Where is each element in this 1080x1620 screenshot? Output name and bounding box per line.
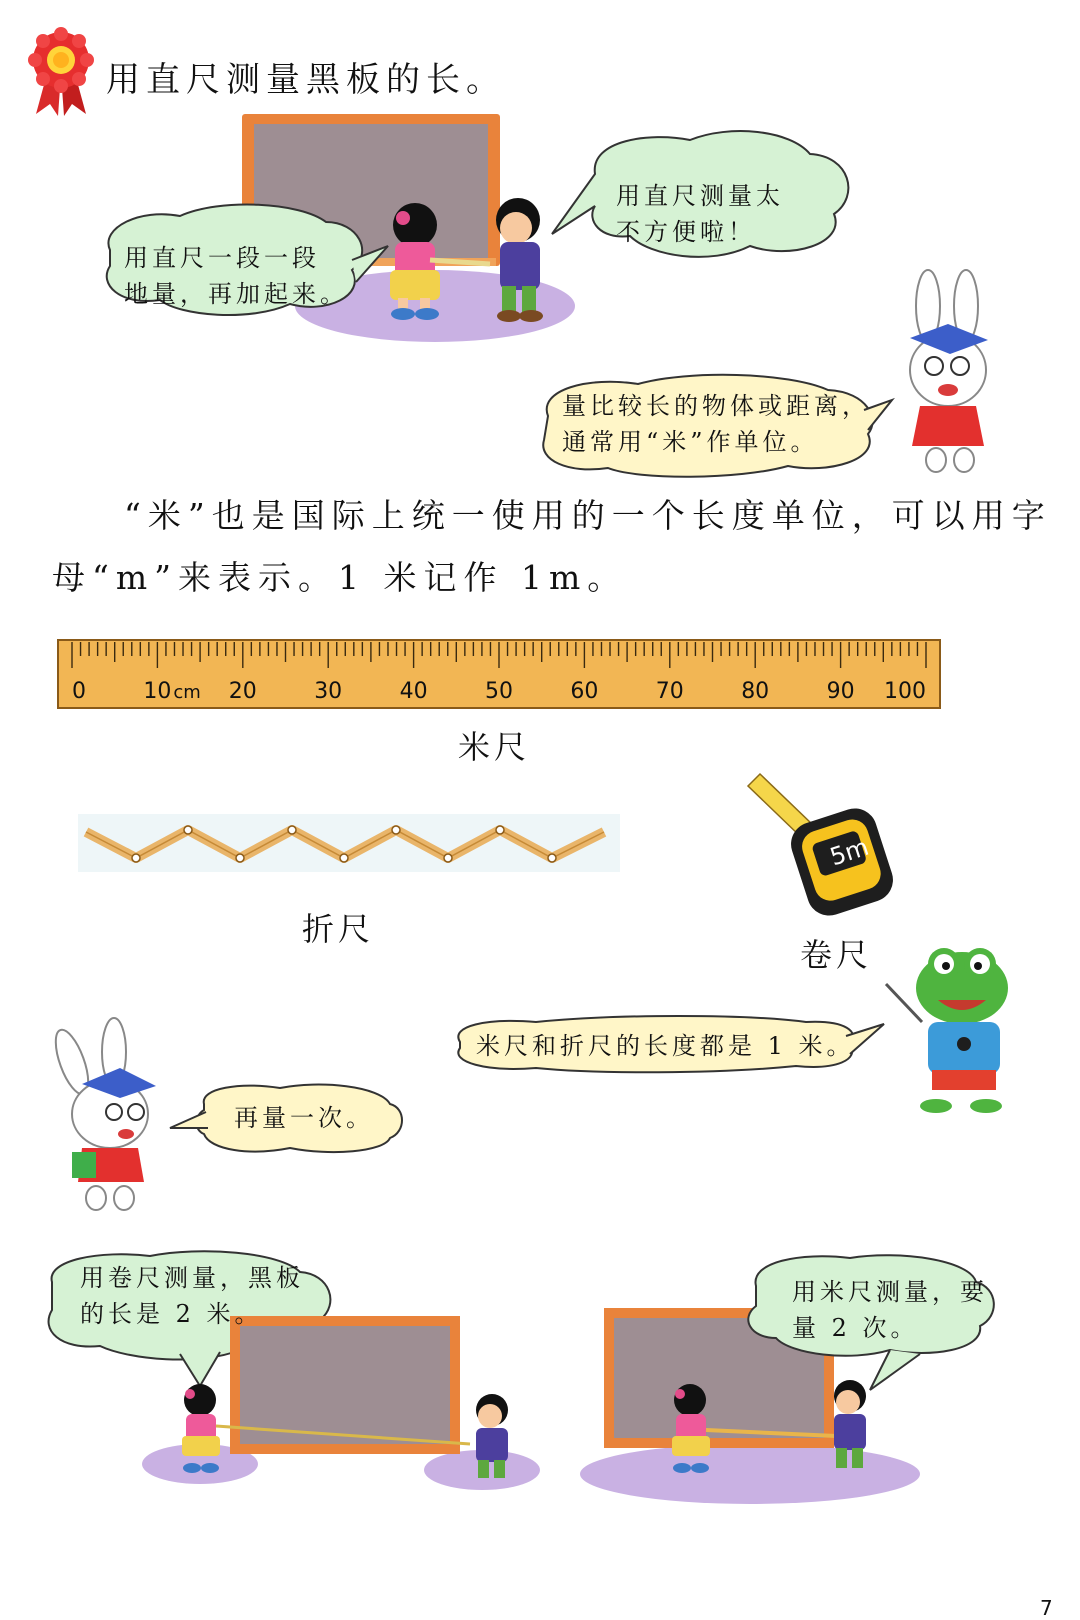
page-number: 7 [1040,1596,1053,1620]
ruler-tick-label: 50 [485,679,513,704]
ruler-tick-label: 60 [570,679,599,704]
ruler-tick-label: 20 [228,679,257,704]
ruler-tick-label: 80 [741,679,770,704]
rabbit-top [880,270,1020,480]
bubble-frog: 米尺和折尺的长度都是 1 米。 [476,1032,855,1060]
meter-ruler [58,640,940,712]
tape-measure-caption: 卷尺 [800,936,873,974]
ruler-tick-label: 0 [72,679,86,704]
folding-ruler [78,812,620,874]
paragraph-line-1: “米”也是国际上统一使用的一个长度单位，可以用字 [124,496,1052,535]
frog [882,944,1032,1120]
bubble-girl-top: 用直尺一段一段 地量，再加起来。 [124,244,348,308]
ruler-tick-label: 10 [143,679,172,704]
bubble-left-bottom: 用卷尺测量，黑板 的长是 2 米。 [80,1264,304,1328]
ruler-tick-label: 90 [826,679,855,704]
meter-ruler-caption: 米尺 [458,728,531,766]
tape-measure-label: 5m [826,832,873,872]
ruler-tick-label: 100 [884,679,926,704]
heading: 用直尺测量黑板的长。 [106,60,506,100]
paragraph-line-2: 母“m”来表示。1 米记作 1m。 [52,558,628,597]
ruler-tick-label: 30 [314,679,343,704]
tape-measure-icon [744,770,894,920]
rabbit-bottom [38,1022,168,1212]
ruler-unit: cm [173,682,201,703]
folding-ruler-caption: 折尺 [302,910,375,948]
ruler-tick-label: 70 [655,679,684,704]
bubble-rabbit-bottom: 再量一次。 [234,1104,374,1132]
ruler-tick-label: 40 [399,679,428,704]
bubble-right-bottom: 用米尺测量，要 量 2 次。 [792,1278,988,1342]
bubble-rabbit-top: 量比较长的物体或距离， 通常用“米”作单位。 [562,392,870,456]
rosette-icon [28,30,94,116]
bubble-boy-top: 用直尺测量太 不方便啦！ [616,182,784,246]
